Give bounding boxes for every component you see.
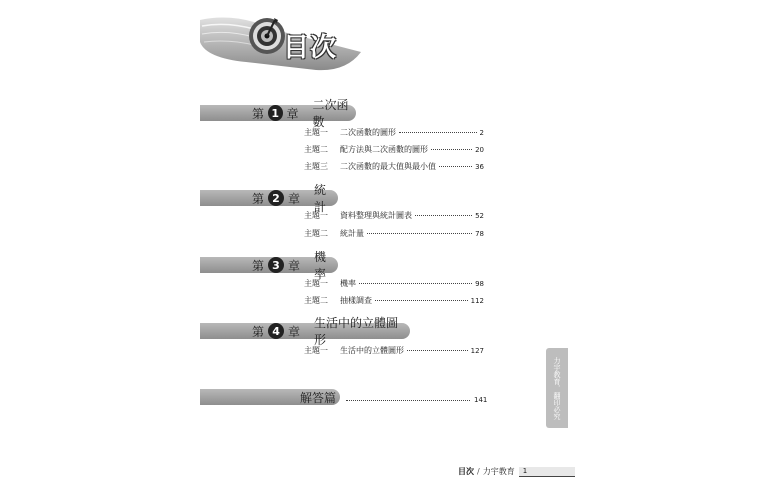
page-number: 98 [475,280,484,288]
topic-title: 統計量 [340,229,364,238]
leader-dots [431,149,472,150]
chapter-3-header [200,250,338,281]
leader-dots [367,233,472,234]
page-number: 52 [475,212,484,220]
topic-row[interactable] [304,144,484,158]
topic-id: 主題一 [304,128,328,137]
topic-row[interactable] [304,127,484,141]
footer-page-number: 1 [519,467,575,477]
chapter-title: 機率 [314,250,327,281]
chapter-prefix: 第 [252,106,265,121]
answers-label: 解答篇 [300,390,337,405]
topic-title: 二次函數的圖形 [340,128,396,137]
leader-dots [359,283,472,284]
topic-row[interactable] [304,345,484,359]
chapter-title: 二次函數 [312,98,349,129]
topic-row[interactable] [304,278,484,292]
topic-title: 二次函數的最大值與最小值 [340,162,436,171]
leader-dots [346,400,470,401]
target-icon [247,16,287,56]
topic-id: 主題一 [304,346,328,355]
page-number: 2 [479,129,484,137]
topic-title: 配方法與二次函數的圖形 [340,145,428,154]
topic-title: 資料整理與統計圖表 [340,211,412,220]
topic-id: 主題一 [304,211,328,220]
page-title: 目次 [283,33,338,63]
chapter-number-badge: 3 [268,257,284,273]
topic-id: 主題三 [304,162,328,171]
footer-section: 目次 [458,467,474,476]
leader-dots [415,215,472,216]
footer-separator: / [477,467,480,476]
chapter-prefix: 第 [252,258,265,273]
answers-header[interactable] [200,389,340,405]
chapter-suffix: 章 [288,191,301,206]
page-number: 112 [470,297,484,305]
side-tab-text: 力宇教育．翻印必究 [553,356,561,420]
chapter-1-header [200,98,356,129]
chapter-number-badge: 2 [268,190,284,206]
chapter-suffix: 章 [288,324,301,339]
leader-dots [439,166,472,167]
footer-publisher: 力宇教育 [482,467,515,476]
topic-id: 主題二 [304,145,328,154]
leader-dots [399,132,477,133]
topic-title: 機率 [340,279,356,288]
chapter-suffix: 章 [286,106,299,121]
leader-dots [407,350,468,351]
side-tab [546,348,568,428]
answers-page-number: 141 [474,396,488,404]
page-number: 78 [475,230,484,238]
chapter-prefix: 第 [252,191,265,206]
page-number: 36 [475,163,484,171]
topic-id: 主題二 [304,229,328,238]
chapter-title: 統計 [314,183,327,214]
chapter-2-header [200,183,338,214]
page-footer [458,466,575,477]
topic-id: 主題一 [304,279,328,288]
topic-row[interactable] [304,295,484,309]
topic-row[interactable] [304,161,484,175]
chapter-number-badge: 4 [268,323,284,339]
chapter-suffix: 章 [288,258,301,273]
topic-row[interactable] [304,228,484,242]
topic-title: 抽樣調查 [340,296,372,305]
topic-row[interactable] [304,210,484,224]
topic-id: 主題二 [304,296,328,305]
topic-title: 生活中的立體圖形 [340,346,404,355]
page-number: 127 [470,347,484,355]
chapter-4-header [200,316,410,347]
leader-dots [375,300,468,301]
chapter-prefix: 第 [252,324,265,339]
chapter-number-badge: 1 [268,105,282,121]
page-number: 20 [475,146,484,154]
chapter-title: 生活中的立體圖形 [314,316,399,347]
